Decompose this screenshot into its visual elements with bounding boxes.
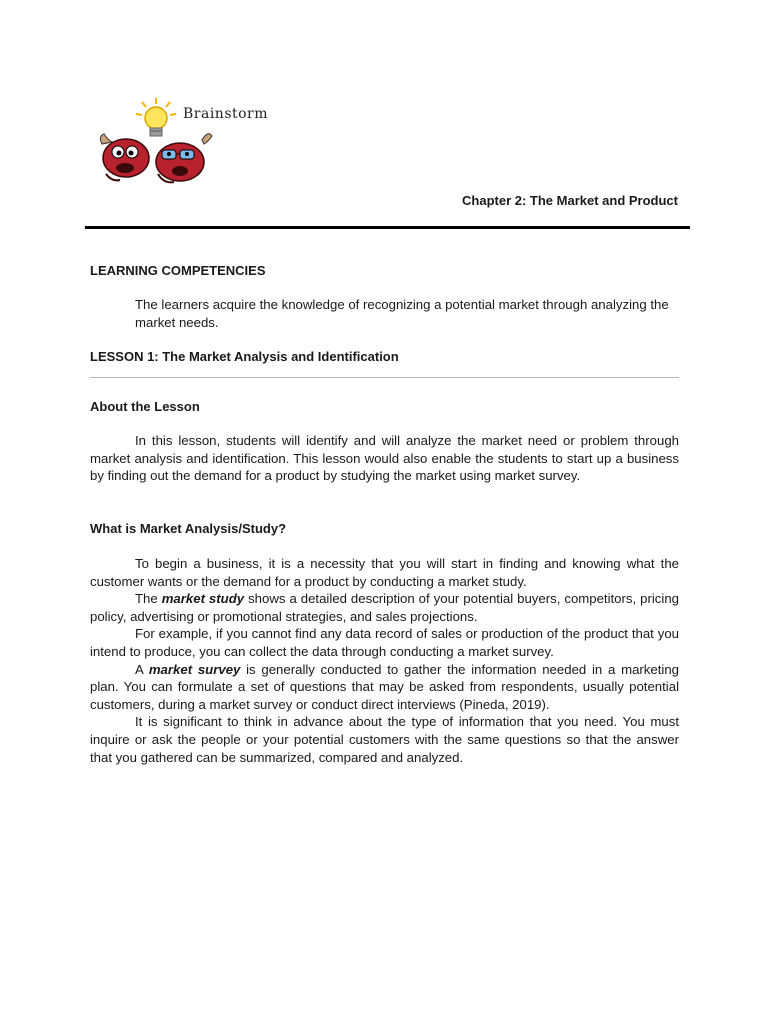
analysis-paragraph-5: It is significant to think in advance about the type of information that you need. You must inquire or ask the people or your potential customers with the same questions so that the answer that you gathered can be summarized, compared and analyzed. bbox=[90, 714, 679, 765]
competencies-text: The learners acquire the knowledge of recognizing a potential market through analyzing the market needs. bbox=[135, 297, 669, 330]
header-divider bbox=[85, 226, 690, 229]
p4-suffix: is generally conducted to gather the information needed in a marketing plan. You can formulate a set of questions that may be asked from respondents, usually potential customers, during a market survey or conduct direct interviews (Pineda, 2019). bbox=[90, 661, 679, 712]
about-text: In this lesson, students will identify and will analyze the market need or problem through market analysis and identification. This lesson would also enable the students to start up a business by finding out the demand for a product by studying the market using market survey. bbox=[90, 433, 679, 484]
p2-suffix: shows a detailed description of your potential buyers, competitors, pricing policy, advertising or promotional strategies, and sales projections. bbox=[90, 591, 679, 624]
lightbulb-icon bbox=[136, 98, 176, 136]
competencies-heading: LEARNING COMPETENCIES bbox=[90, 263, 266, 278]
analysis-paragraph-3: For example, if you cannot find any data record of sales or production of the product that you intend to produce, you can collect the data through conducting a market survey. bbox=[90, 626, 679, 659]
cartoon-face-right-icon bbox=[156, 134, 212, 183]
analysis-body bbox=[90, 555, 679, 766]
analysis-paragraph-1: To begin a business, it is a necessity that you will start in finding and knowing what the customer wants or the demand for a product by conducting a market study. bbox=[90, 556, 679, 589]
chapter-title: Chapter 2: The Market and Product bbox=[462, 193, 678, 208]
lesson-title: LESSON 1: The Market Analysis and Identification bbox=[90, 349, 399, 364]
p4-prefix: A bbox=[135, 661, 149, 677]
term-market-survey: market survey bbox=[148, 661, 241, 677]
cartoon-face-left-icon bbox=[100, 134, 149, 180]
analysis-paragraph-4 bbox=[90, 661, 679, 714]
logo-text: Brainstorm bbox=[183, 106, 269, 122]
about-paragraph bbox=[90, 432, 679, 485]
analysis-heading: What is Market Analysis/Study? bbox=[90, 521, 287, 536]
p2-prefix: The bbox=[135, 591, 162, 607]
about-heading: About the Lesson bbox=[90, 399, 200, 414]
analysis-paragraph-2 bbox=[90, 590, 679, 625]
term-market-study: market study bbox=[161, 591, 245, 607]
lesson-divider bbox=[90, 377, 679, 378]
